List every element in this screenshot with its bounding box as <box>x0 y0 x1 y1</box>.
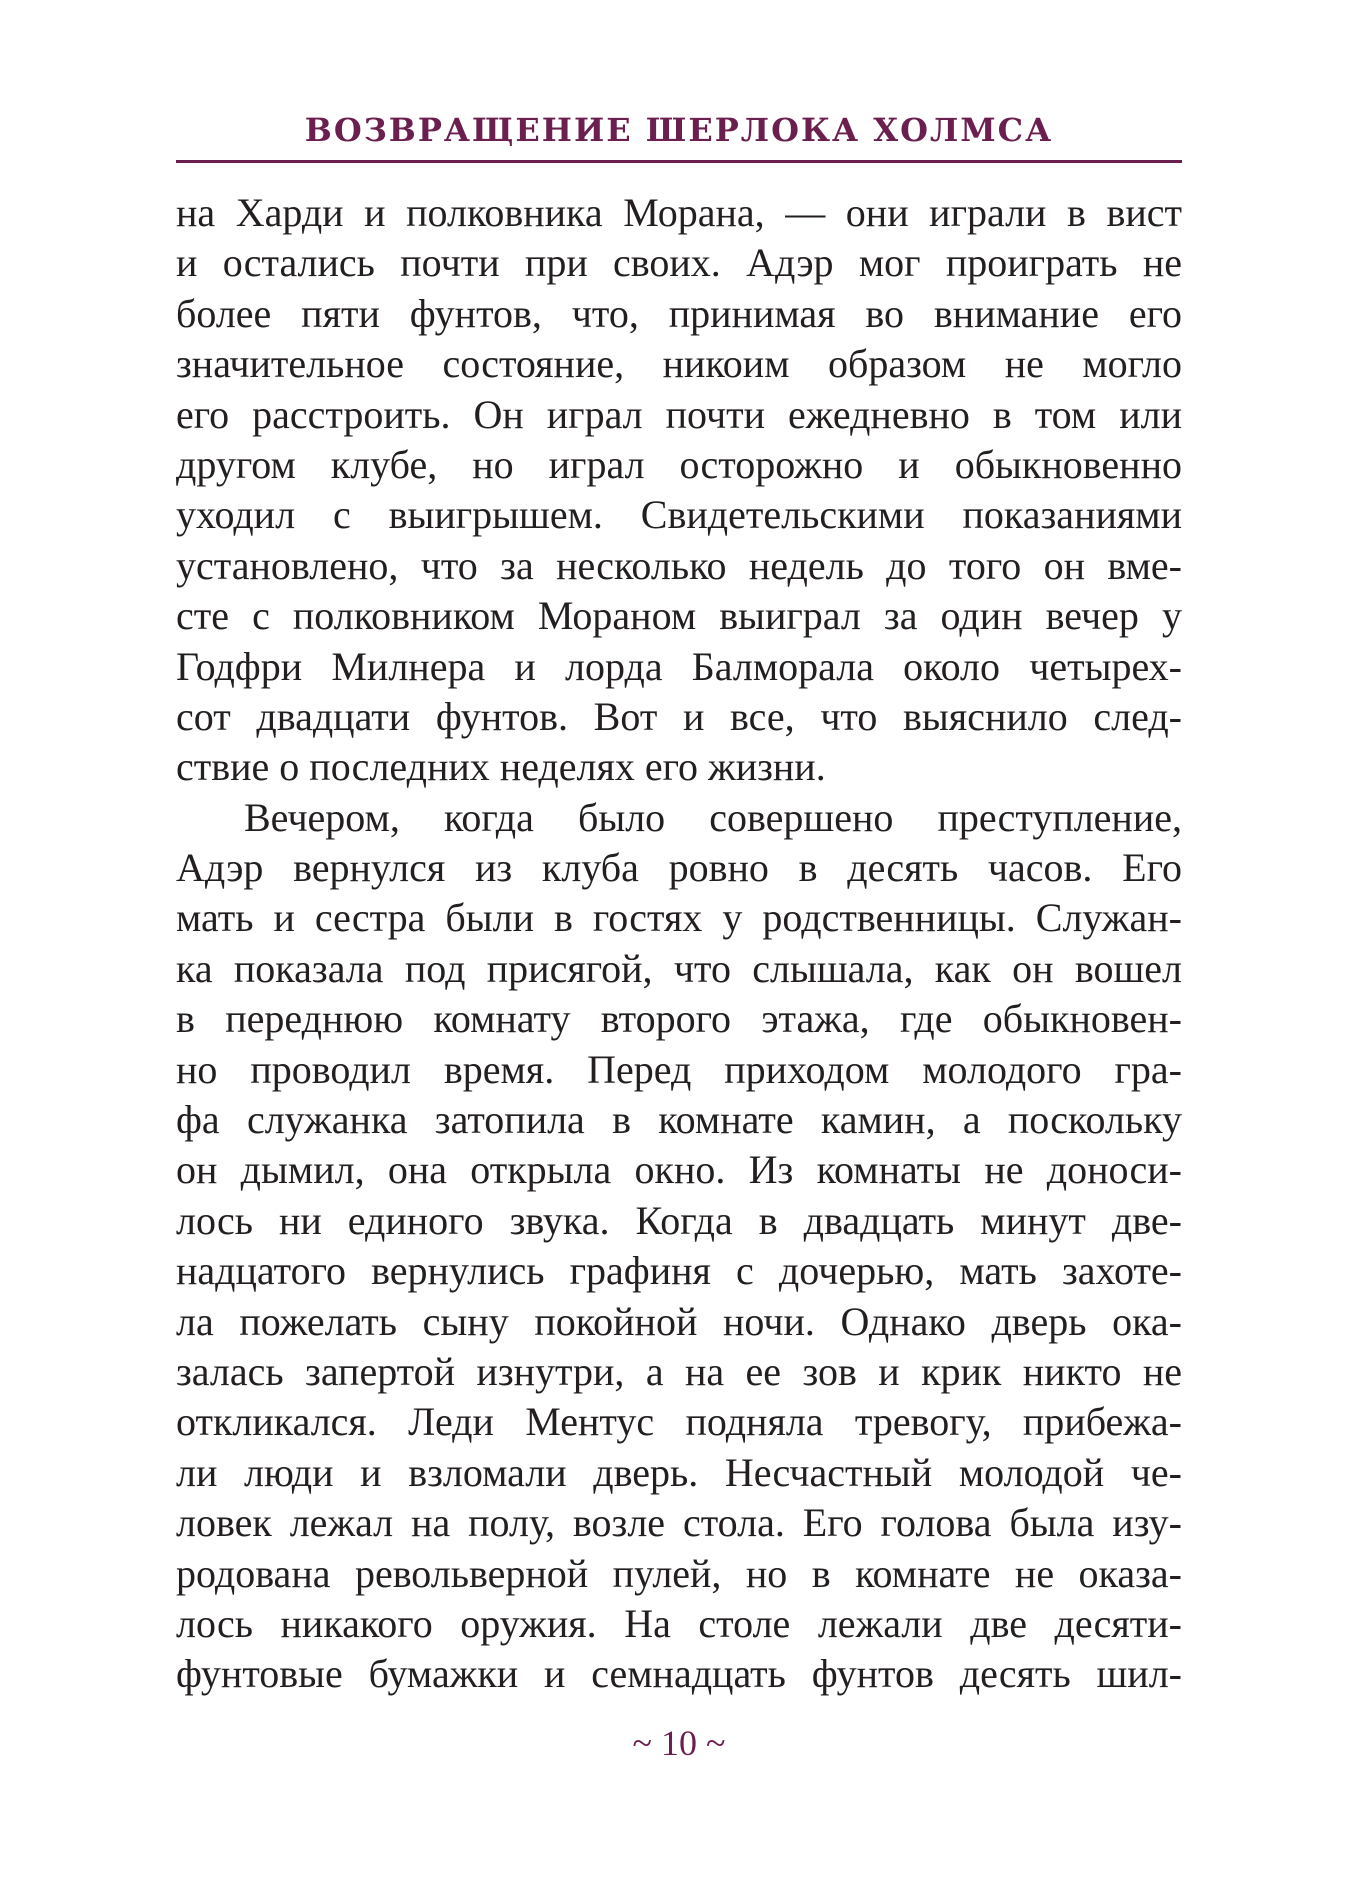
text-line: лось ни единого звука. Когда в двадцать минут две- <box>176 1197 1182 1243</box>
text-line: в переднюю комнату второго этажа, где обыкновен- <box>176 996 1182 1042</box>
text-line: его расстроить. Он играл почти ежедневно в том или <box>176 391 1182 437</box>
body-text <box>176 188 1182 1700</box>
paragraph-2 <box>176 793 1182 1700</box>
text-line: и остались почти при своих. Адэр мог проиграть не <box>176 240 1182 286</box>
text-line: уходил с выигрышем. Свидетельскими показаниями <box>176 492 1182 538</box>
text-line: ли люди и взломали дверь. Несчастный молодой че- <box>176 1449 1182 1495</box>
header-rule <box>176 160 1182 163</box>
text-line: фунтовые бумажки и семнадцать фунтов десять шил- <box>176 1651 1182 1697</box>
text-line: надцатого вернулись графиня с дочерью, мать захоте- <box>176 1248 1182 1294</box>
text-line: на Харди и полковника Морана, — они играли в вист <box>176 190 1182 235</box>
text-line: Годфри Милнера и лорда Балморала около четырех- <box>176 643 1182 689</box>
text-line: Адэр вернулся из клуба ровно в десять часов. Его <box>176 845 1182 891</box>
text-line: сте с полковником Мораном выиграл за один вечер у <box>176 593 1182 639</box>
text-line: ка показала под присягой, что слышала, как он вошел <box>176 945 1182 991</box>
text-line: Вечером, когда было совершено преступление, <box>244 794 1182 840</box>
text-line: установлено, что за несколько недель до того он вме- <box>176 542 1182 588</box>
text-line: ловек лежал на полу, возле стола. Его голова была изу- <box>176 1500 1182 1546</box>
text-line: фа служанка затопила в комнате камин, а поскольку <box>176 1097 1182 1143</box>
text-line: но проводил время. Перед приходом молодого гра- <box>176 1046 1182 1092</box>
text-line: ствие о последних неделях его жизни. <box>176 744 826 790</box>
text-line: более пяти фунтов, что, принимая во внимание его <box>176 290 1182 336</box>
text-line: сот двадцати фунтов. Вот и все, что выяснило след- <box>176 693 1182 739</box>
text-line: залась запертой изнутри, а на ее зов и крик никто не <box>176 1348 1182 1394</box>
running-head: ВОЗВРАЩЕНИЕ ШЕРЛОКА ХОЛМСА <box>304 111 1054 149</box>
text-line: родована револьверной пулей, но в комнате не оказа- <box>176 1550 1182 1596</box>
text-line: другом клубе, но играл осторожно и обыкновенно <box>176 441 1182 487</box>
text-line: откликался. Леди Ментус подняла тревогу, прибежа- <box>176 1399 1182 1445</box>
text-line: значительное состояние, никоим образом не могло <box>176 341 1182 387</box>
text-line: он дымил, она открыла окно. Из комнаты не доноси- <box>176 1147 1182 1193</box>
page-number: ~ 10 ~ <box>632 1723 726 1763</box>
paragraph-1 <box>176 188 1182 793</box>
text-line: мать и сестра были в гостях у родственницы. Служан- <box>176 895 1182 941</box>
text-line: ла пожелать сыну покойной ночи. Однако дверь ока- <box>176 1298 1182 1344</box>
text-line: лось никакого оружия. На столе лежали две десяти- <box>176 1600 1182 1646</box>
